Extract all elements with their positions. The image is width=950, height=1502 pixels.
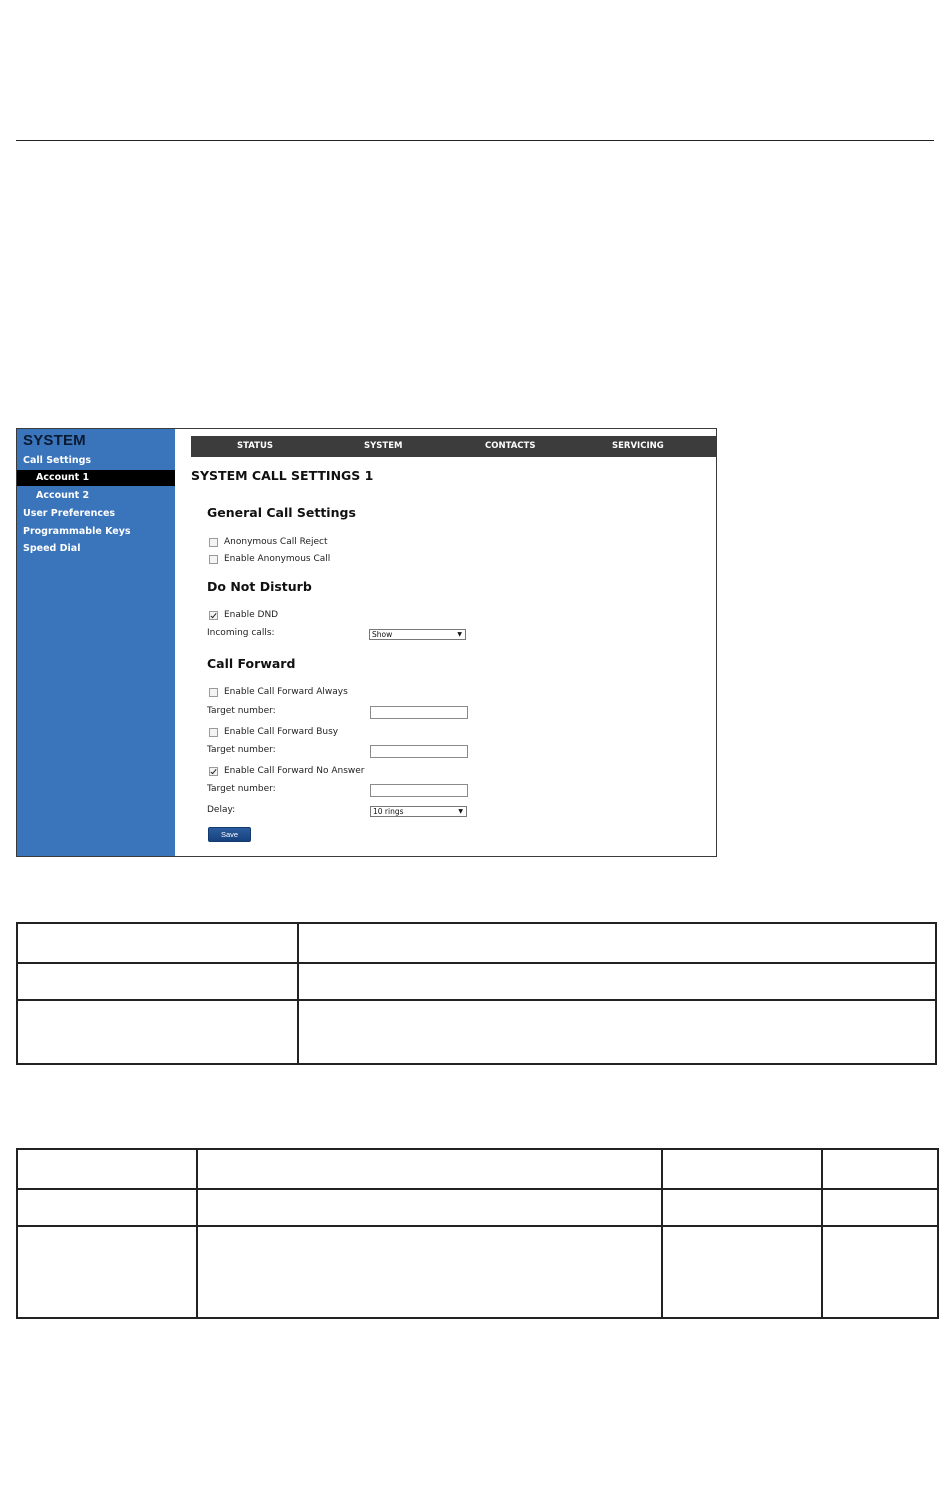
call-forward-no-answer-label: Enable Call Forward No Answer bbox=[224, 766, 365, 776]
table-1 bbox=[16, 922, 937, 1065]
sidebar-title: SYSTEM bbox=[23, 432, 86, 449]
dropdown-arrow-icon: ▼ bbox=[458, 808, 463, 815]
table-cell bbox=[197, 1149, 662, 1189]
table-cell bbox=[822, 1226, 938, 1318]
table-cell bbox=[662, 1149, 822, 1189]
tab-status[interactable]: STATUS bbox=[237, 441, 274, 451]
sidebar-item-account-2[interactable]: Account 2 bbox=[36, 490, 90, 501]
no-answer-target-number-label: Target number: bbox=[207, 784, 276, 794]
incoming-calls-label: Incoming calls: bbox=[207, 628, 275, 638]
enable-anonymous-call-label: Enable Anonymous Call bbox=[224, 554, 331, 564]
call-forward-heading: Call Forward bbox=[207, 656, 296, 671]
table-cell bbox=[197, 1189, 662, 1226]
table-cell bbox=[17, 1000, 298, 1064]
table-row bbox=[17, 1189, 938, 1226]
no-answer-target-number-input[interactable] bbox=[370, 784, 468, 797]
sidebar-item-speed-dial[interactable]: Speed Dial bbox=[23, 543, 81, 554]
incoming-calls-select[interactable] bbox=[369, 629, 466, 640]
general-call-settings-heading: General Call Settings bbox=[207, 505, 356, 520]
sidebar-item-programmable-keys[interactable]: Programmable Keys bbox=[23, 526, 131, 537]
do-not-disturb-heading: Do Not Disturb bbox=[207, 579, 312, 594]
enable-dnd-checkbox[interactable] bbox=[209, 611, 218, 620]
enable-anonymous-call-row bbox=[209, 553, 330, 565]
call-forward-always-label: Enable Call Forward Always bbox=[224, 687, 348, 697]
call-forward-busy-checkbox[interactable] bbox=[209, 728, 218, 737]
table-row bbox=[17, 1149, 938, 1189]
page-title: SYSTEM CALL SETTINGS 1 bbox=[191, 468, 374, 483]
incoming-calls-value: Show bbox=[372, 630, 393, 639]
call-forward-no-answer-row bbox=[209, 765, 364, 777]
sidebar-item-user-preferences[interactable]: User Preferences bbox=[23, 508, 116, 519]
delay-label: Delay: bbox=[207, 805, 236, 815]
sidebar-item-call-settings[interactable]: Call Settings bbox=[23, 455, 92, 466]
anonymous-call-reject-checkbox[interactable] bbox=[209, 538, 218, 547]
table-cell bbox=[822, 1189, 938, 1226]
busy-target-number-label: Target number: bbox=[207, 745, 276, 755]
always-target-number-input[interactable] bbox=[370, 706, 468, 719]
table-row bbox=[17, 923, 936, 963]
enable-dnd-row bbox=[209, 609, 278, 621]
enable-anonymous-call-checkbox[interactable] bbox=[209, 555, 218, 564]
enable-dnd-label: Enable DND bbox=[224, 610, 279, 620]
top-navigation-bar bbox=[191, 436, 716, 457]
table-row bbox=[17, 1000, 936, 1064]
table-row bbox=[17, 1226, 938, 1318]
table-2 bbox=[16, 1148, 939, 1319]
table-cell bbox=[17, 963, 298, 1000]
call-forward-busy-label: Enable Call Forward Busy bbox=[224, 727, 339, 737]
table-cell bbox=[17, 1149, 197, 1189]
call-forward-busy-row bbox=[209, 726, 338, 738]
table-cell bbox=[197, 1226, 662, 1318]
table-cell bbox=[662, 1226, 822, 1318]
table-cell bbox=[17, 923, 298, 963]
sidebar-item-account-1[interactable]: Account 1 bbox=[17, 470, 175, 486]
dropdown-arrow-icon: ▼ bbox=[457, 631, 462, 638]
top-horizontal-rule bbox=[16, 140, 934, 141]
tab-contacts[interactable]: CONTACTS bbox=[485, 441, 536, 451]
anonymous-call-reject-row bbox=[209, 536, 328, 548]
table-row bbox=[17, 963, 936, 1000]
call-forward-no-answer-checkbox[interactable] bbox=[209, 767, 218, 776]
save-button[interactable]: Save bbox=[208, 827, 251, 842]
table-cell bbox=[298, 963, 936, 1000]
delay-value: 10 rings bbox=[373, 807, 404, 816]
table-cell bbox=[17, 1226, 197, 1318]
table-cell bbox=[822, 1149, 938, 1189]
always-target-number-label: Target number: bbox=[207, 706, 276, 716]
table-cell bbox=[298, 1000, 936, 1064]
call-forward-always-checkbox[interactable] bbox=[209, 688, 218, 697]
tab-system[interactable]: SYSTEM bbox=[364, 441, 403, 451]
tab-servicing[interactable]: SERVICING bbox=[612, 441, 664, 451]
delay-select[interactable] bbox=[370, 806, 467, 817]
table-cell bbox=[17, 1189, 197, 1226]
table-cell bbox=[298, 923, 936, 963]
busy-target-number-input[interactable] bbox=[370, 745, 468, 758]
sidebar bbox=[17, 429, 175, 856]
anonymous-call-reject-label: Anonymous Call Reject bbox=[224, 537, 328, 547]
call-forward-always-row bbox=[209, 686, 348, 698]
table-cell bbox=[662, 1189, 822, 1226]
web-ui-screenshot bbox=[16, 428, 717, 857]
